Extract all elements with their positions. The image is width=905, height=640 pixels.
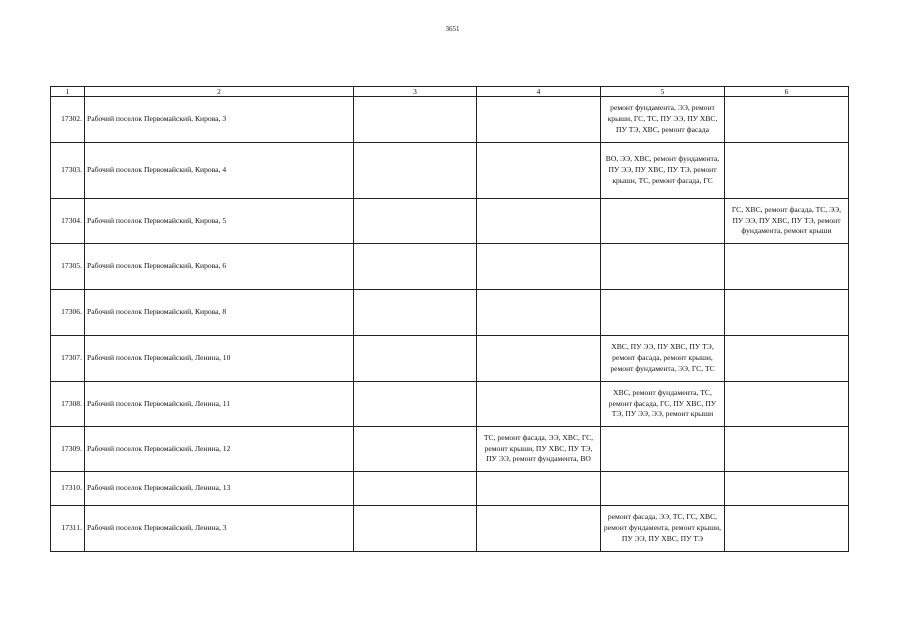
row-col6 (725, 427, 849, 472)
column-header-6: 6 (725, 87, 849, 97)
row-col3 (354, 472, 477, 506)
row-address: Рабочий поселок Первомайский, Ленина, 10 (85, 336, 354, 382)
row-col5: ремонт фасада, ЭЭ, ТС, ГС, ХВС, ремонт фундамента, ремонт крыши, ПУ ЭЭ, ПУ ХВС, ПУ ТЭ (601, 506, 725, 552)
row-col5 (601, 472, 725, 506)
row-col4: ТС, ремонт фасада, ЭЭ, ХВС, ГС, ремонт крыши, ПУ ХВС, ПУ ТЭ, ПУ ЭЭ, ремонт фундамента, ВО (477, 427, 601, 472)
row-col5: ХВС, ремонт фундамента, ТС, ремонт фасада, ГС, ПУ ХВС, ПУ ТЭ, ПУ ЭЭ, ЭЭ, ремонт крыши (601, 382, 725, 427)
table-row (51, 472, 849, 506)
row-col4 (477, 506, 601, 552)
row-address: Рабочий поселок Первомайский, Ленина, 11 (85, 382, 354, 427)
column-header-4: 4 (477, 87, 601, 97)
row-number: 17310. (51, 472, 85, 506)
table-row (51, 143, 849, 199)
row-address: Рабочий поселок Первомайский, Кирова, 5 (85, 199, 354, 244)
row-number: 17306. (51, 290, 85, 336)
row-col6 (725, 143, 849, 199)
table-row (51, 199, 849, 244)
page-number: 3651 (445, 25, 460, 33)
row-col4 (477, 472, 601, 506)
row-number: 17308. (51, 382, 85, 427)
row-col3 (354, 382, 477, 427)
row-col5 (601, 199, 725, 244)
row-col3 (354, 199, 477, 244)
row-col3 (354, 427, 477, 472)
row-col3 (354, 244, 477, 290)
row-col6 (725, 336, 849, 382)
table-row (51, 427, 849, 472)
row-address: Рабочий поселок Первомайский, Кирова, 4 (85, 143, 354, 199)
row-col4 (477, 97, 601, 143)
row-address: Рабочий поселок Первомайский, Кирова, 8 (85, 290, 354, 336)
table-row (51, 244, 849, 290)
row-col4 (477, 143, 601, 199)
table-row (51, 336, 849, 382)
column-header-2: 2 (85, 87, 354, 97)
row-number: 17302. (51, 97, 85, 143)
row-col3 (354, 143, 477, 199)
row-col5: ХВС, ПУ ЭЭ, ПУ ХВС, ПУ ТЭ, ремонт фасада, ремонт крыши, ремонт фундамента, ЭЭ, ГС, ТС (601, 336, 725, 382)
row-number: 17307. (51, 336, 85, 382)
row-number: 17311. (51, 506, 85, 552)
row-number: 17305. (51, 244, 85, 290)
table-row (51, 97, 849, 143)
row-col5: ВО, ЭЭ, ХВС, ремонт фундамента, ПУ ЭЭ, ПУ ХВС, ПУ ТЭ, ремонт крыши, ТС, ремонт фасада, ГС (601, 143, 725, 199)
row-col5 (601, 427, 725, 472)
row-col4 (477, 244, 601, 290)
row-number: 17309. (51, 427, 85, 472)
table-header-row (51, 87, 849, 97)
row-col3 (354, 97, 477, 143)
row-col6 (725, 472, 849, 506)
row-number: 17304. (51, 199, 85, 244)
row-col5: ремонт фундамента, ЭЭ, ремонт крыши, ГС, ТС, ПУ ЭЭ, ПУ ХВС, ПУ ТЭ, ХВС, ремонт фасада (601, 97, 725, 143)
row-col6 (725, 290, 849, 336)
row-col6 (725, 244, 849, 290)
row-col6 (725, 382, 849, 427)
table-row (51, 382, 849, 427)
row-col3 (354, 336, 477, 382)
row-address: Рабочий поселок Первомайский, Ленина, 12 (85, 427, 354, 472)
row-col6 (725, 97, 849, 143)
row-col4 (477, 336, 601, 382)
row-col5 (601, 244, 725, 290)
column-header-5: 5 (601, 87, 725, 97)
row-col4 (477, 290, 601, 336)
row-number: 17303. (51, 143, 85, 199)
row-address: Рабочий поселок Первомайский, Кирова, 6 (85, 244, 354, 290)
row-col5 (601, 290, 725, 336)
column-header-3: 3 (354, 87, 477, 97)
row-col4 (477, 382, 601, 427)
row-address: Рабочий поселок Первомайский, Ленина, 13 (85, 472, 354, 506)
row-address: Рабочий поселок Первомайский, Ленина, 3 (85, 506, 354, 552)
table-row (51, 506, 849, 552)
row-col3 (354, 290, 477, 336)
table-row (51, 290, 849, 336)
row-address: Рабочий поселок Первомайский, Кирова, 3 (85, 97, 354, 143)
row-col6 (725, 506, 849, 552)
works-table (50, 86, 849, 552)
row-col3 (354, 506, 477, 552)
row-col4 (477, 199, 601, 244)
column-header-1: 1 (51, 87, 85, 97)
row-col6: ГС, ХВС, ремонт фасада, ТС, ЭЭ, ПУ ЭЭ, ПУ ХВС, ПУ ТЭ, ремонт фундамента, ремонт крыши (725, 199, 849, 244)
